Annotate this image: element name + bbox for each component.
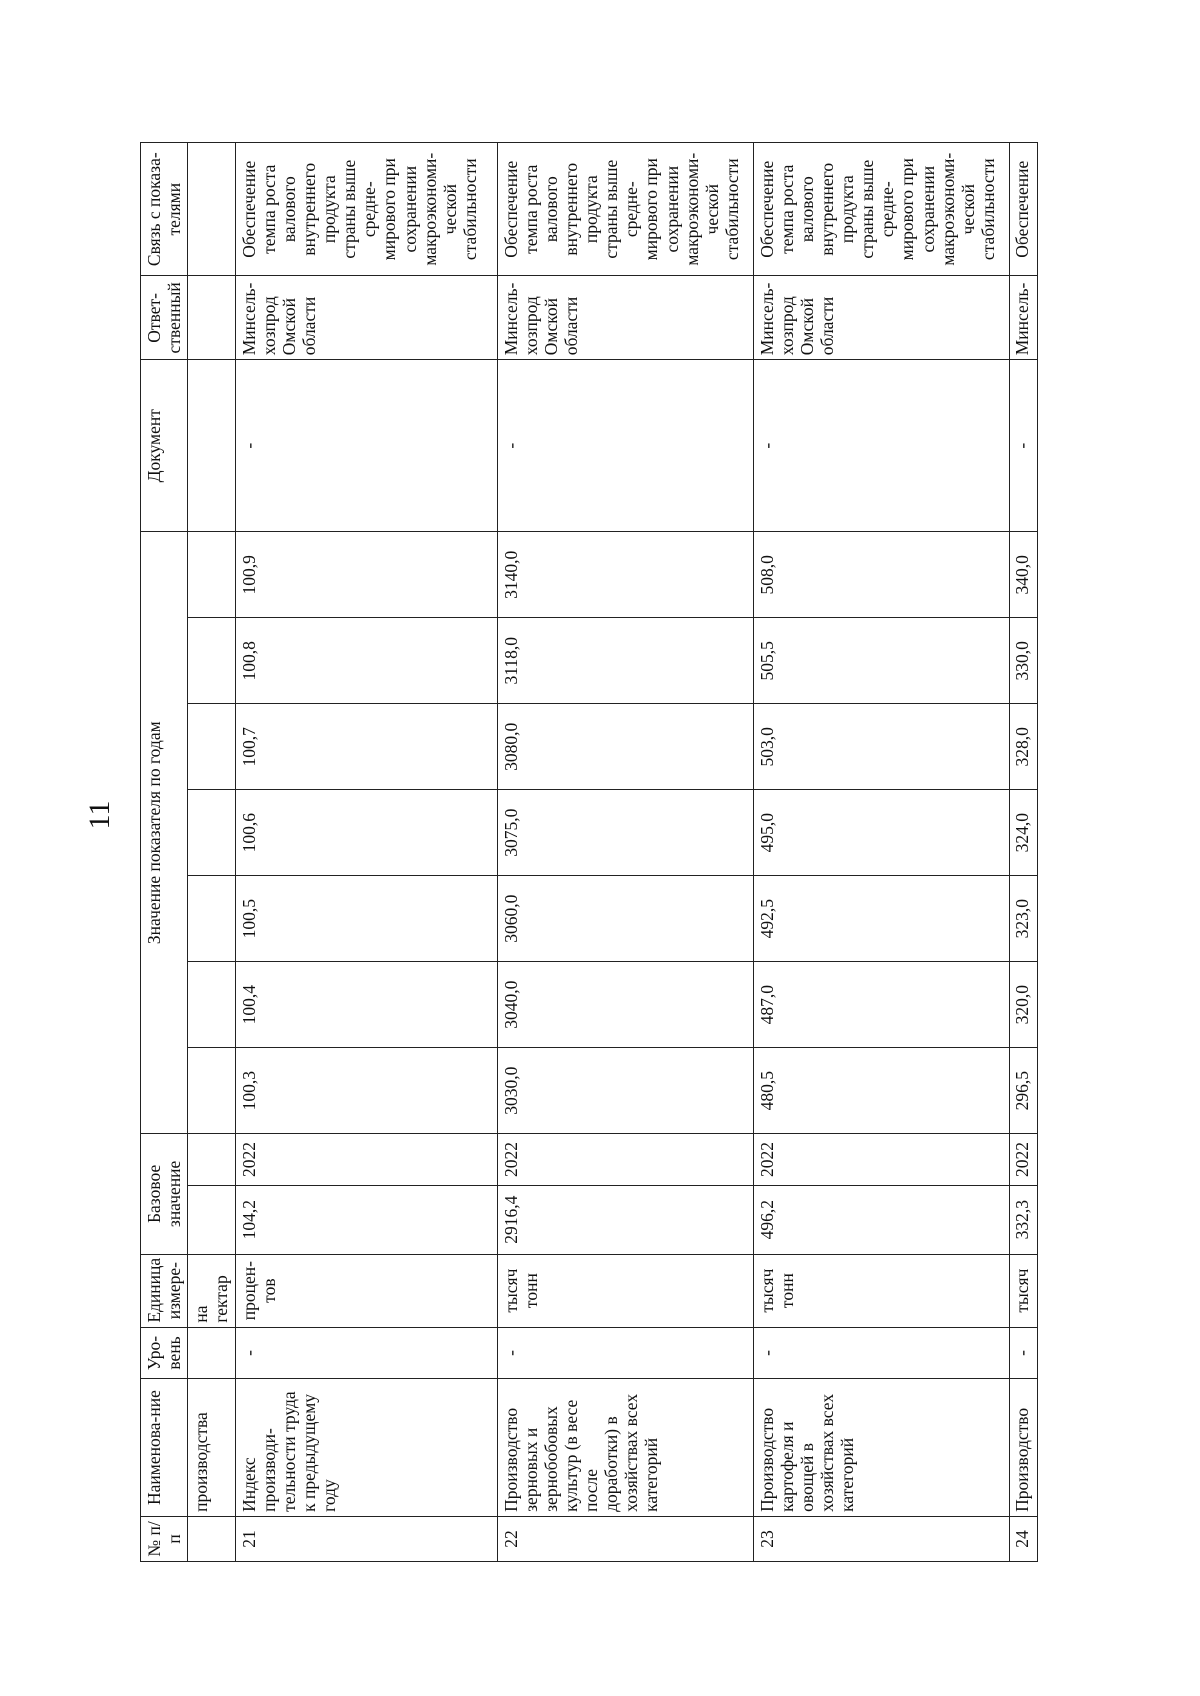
row-value: 100,7 — [235, 704, 497, 790]
row-unit: тысяч — [1009, 1254, 1037, 1327]
table-row — [235, 143, 497, 1562]
row-value: 3060,0 — [497, 876, 753, 962]
row-value: 480,5 — [753, 1048, 1009, 1134]
row-value: 324,0 — [1009, 790, 1037, 876]
row-value: 487,0 — [753, 962, 1009, 1048]
header-name: Наименова-ние — [141, 1379, 188, 1517]
header-level: Уро-вень — [141, 1327, 188, 1379]
row-value: 3118,0 — [497, 618, 753, 704]
header-row — [141, 143, 188, 1562]
row-value: 328,0 — [1009, 704, 1037, 790]
row-value: 330,0 — [1009, 618, 1037, 704]
continuation-unit: на гектар — [188, 1254, 235, 1327]
header-num: № п/п — [141, 1516, 188, 1561]
row-document: - — [753, 360, 1009, 532]
cell — [188, 1185, 235, 1254]
header-link: Связь с показа-телями — [141, 143, 188, 276]
row-link: Обеспечение темпа роста валового внутреннего продукта страны выше средне-мирового при сохранении макроэкономи-ческой стабильности — [753, 143, 1009, 276]
row-level: - — [753, 1327, 1009, 1379]
row-name: Производство — [1009, 1379, 1037, 1517]
cell — [188, 360, 235, 532]
row-value: 100,6 — [235, 790, 497, 876]
row-link: Обеспечение темпа роста валового внутреннего продукта страны выше средне-мирового при сохранении макроэкономи-ческой стабильности — [235, 143, 497, 276]
row-name: Производство картофеля и овощей в хозяйствах всех категорий — [753, 1379, 1009, 1517]
indicator-table-rotated — [140, 142, 1060, 1562]
row-responsible: Минсель-хозпрод Омской области — [235, 276, 497, 360]
row-base-year: 2022 — [753, 1134, 1009, 1186]
row-value: 508,0 — [753, 532, 1009, 618]
cell — [188, 876, 235, 962]
header-unit: Единица измере- — [141, 1254, 188, 1327]
row-base-year: 2022 — [497, 1134, 753, 1186]
row-value: 495,0 — [753, 790, 1009, 876]
row-base-value: 332,3 — [1009, 1185, 1037, 1254]
row-base-value: 496,2 — [753, 1185, 1009, 1254]
row-unit: процен-тов — [235, 1254, 497, 1327]
row-base-year: 2022 — [1009, 1134, 1037, 1186]
row-link: Обеспечение темпа роста валового внутреннего продукта страны выше средне-мирового при сохранении макроэкономи-ческой стабильности — [497, 143, 753, 276]
continuation-row — [188, 143, 235, 1562]
row-link: Обеспечение — [1009, 143, 1037, 276]
row-num: 24 — [1009, 1516, 1037, 1561]
row-value: 3080,0 — [497, 704, 753, 790]
table-row — [1009, 143, 1037, 1562]
cell — [188, 1134, 235, 1186]
continuation-name: производства — [188, 1379, 235, 1517]
header-base-value: Базовое значение — [141, 1134, 188, 1254]
row-value: 503,0 — [753, 704, 1009, 790]
row-name: Производство зерновых и зернобобовых культур (в весе после доработки) в хозяйствах всех категорий — [497, 1379, 753, 1517]
page-number: 11 — [83, 800, 116, 830]
row-num: 22 — [497, 1516, 753, 1561]
row-value: 505,5 — [753, 618, 1009, 704]
row-document: - — [1009, 360, 1037, 532]
row-value: 100,3 — [235, 1048, 497, 1134]
row-value: 3075,0 — [497, 790, 753, 876]
cell — [188, 143, 235, 276]
row-value: 323,0 — [1009, 876, 1037, 962]
cell — [188, 704, 235, 790]
cell — [188, 1516, 235, 1561]
row-level: - — [1009, 1327, 1037, 1379]
row-value: 320,0 — [1009, 962, 1037, 1048]
row-value: 3040,0 — [497, 962, 753, 1048]
row-value: 296,5 — [1009, 1048, 1037, 1134]
row-responsible: Минсель-хозпрод Омской области — [753, 276, 1009, 360]
row-num: 21 — [235, 1516, 497, 1561]
indicator-table — [140, 142, 1038, 1562]
cell — [188, 1048, 235, 1134]
row-responsible: Минсель- — [1009, 276, 1037, 360]
row-value: 340,0 — [1009, 532, 1037, 618]
row-value: 492,5 — [753, 876, 1009, 962]
row-value: 3140,0 — [497, 532, 753, 618]
header-document: Документ — [141, 360, 188, 532]
cell — [188, 790, 235, 876]
row-unit: тысяч тонн — [753, 1254, 1009, 1327]
table-row — [497, 143, 753, 1562]
row-base-value: 2916,4 — [497, 1185, 753, 1254]
row-num: 23 — [753, 1516, 1009, 1561]
row-base-year: 2022 — [235, 1134, 497, 1186]
row-document: - — [497, 360, 753, 532]
cell — [188, 962, 235, 1048]
row-value: 100,5 — [235, 876, 497, 962]
cell — [188, 276, 235, 360]
row-level: - — [235, 1327, 497, 1379]
cell — [188, 1327, 235, 1379]
table-row — [753, 143, 1009, 1562]
cell — [188, 618, 235, 704]
row-document: - — [235, 360, 497, 532]
row-value: 3030,0 — [497, 1048, 753, 1134]
header-values-by-years: Значение показателя по годам — [141, 532, 188, 1134]
cell — [188, 532, 235, 618]
header-responsible: Ответ-ственный — [141, 276, 188, 360]
row-level: - — [497, 1327, 753, 1379]
row-responsible: Минсель-хозпрод Омской области — [497, 276, 753, 360]
row-value: 100,4 — [235, 962, 497, 1048]
row-value: 100,9 — [235, 532, 497, 618]
row-base-value: 104,2 — [235, 1185, 497, 1254]
row-unit: тысяч тонн — [497, 1254, 753, 1327]
row-name: Индекс производи-тельности труда к предыдущему году — [235, 1379, 497, 1517]
row-value: 100,8 — [235, 618, 497, 704]
